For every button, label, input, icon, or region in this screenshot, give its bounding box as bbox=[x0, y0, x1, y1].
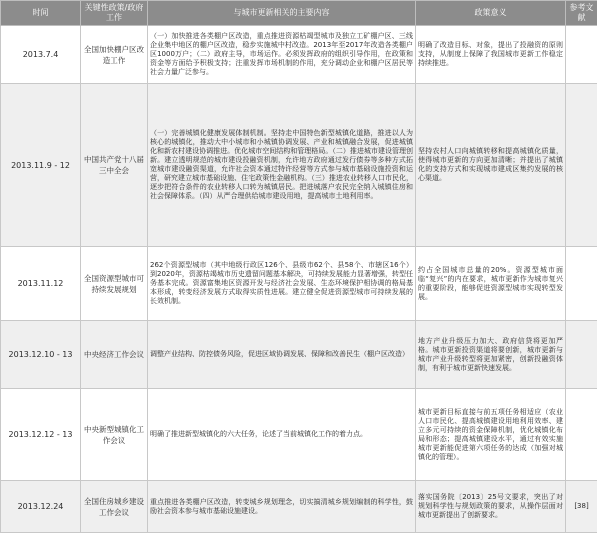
column-header-content: 与城市更新相关的主要内容 bbox=[148, 1, 416, 26]
policy-cell: 中国共产党十八届三中全会 bbox=[81, 84, 148, 247]
meaning-cell: 明确了改造目标、对象，提出了投融资的原则支持，从制度上保障了我国城市更新工作稳定持续推进。 bbox=[416, 26, 566, 84]
content-cell: 调整产业结构、防控债务风险，促进区域协调发展、保障和改善民生（棚户区改造） bbox=[148, 321, 416, 389]
date-cell: 2013.11.12 bbox=[1, 247, 81, 321]
date-cell: 2013.12.24 bbox=[1, 481, 81, 533]
policy-cell: 全国资源型城市可持续发展规划 bbox=[81, 247, 148, 321]
meaning-cell: 约占全国城市总量的20%。资源型城市面临“复兴”的内在要求，城市更新作为城市复兴的重要阶段，能够促进资源型城市实现转型发展。 bbox=[416, 247, 566, 321]
content-cell: （一）完善城镇化健康发展体制机制。坚持走中国特色新型城镇化道路，推进以人为核心的城镇化，推动大中小城市和小城镇协调发展、产业和城镇融合发展，促进城镇化和新农村建设协调推进。优化城市空间结构和管理格局。（二）推进城市建设管理创新。建立透明规范的城市建设投融资机制，允许地方政府通过发行债券等多种方式拓宽城市建设融资渠道，允许社会资本通过特许经营等方式参与城市基础设施投资和运营，研究建立城市基础设施、住宅政策性金融机构。（三）推进农业转移人口市民化，逐步把符合条件的农业转移人口转为城镇居民。把进城落户农民完全纳入城镇住房和社会保障体系。（四）从严合理供给城市建设用地，提高城市土地利用率。 bbox=[148, 84, 416, 247]
policy-cell: 中央经济工作会议 bbox=[81, 321, 148, 389]
policy-cell: 全国加快棚户区改造工作 bbox=[81, 26, 148, 84]
table-row bbox=[1, 84, 597, 247]
table-row bbox=[1, 247, 597, 321]
meaning-cell: 城市更新目标直接与前五项任务相适应（农业人口市民化、提高城镇建设用地利用效率、建立多元可持续的资金保障机制，优化城镇化布局和形态；提高城镇建设水平，通过有效实施城市更新能促进第六项任务的达成（加强对城镇化的管理）。 bbox=[416, 389, 566, 481]
meaning-cell: 坚持农村人口向城镇转移和提高城镇化质量，使得城市更新的方向更加清晰；并提出了城镇化的支持方式和实现城市建成区集约发展的核心渠道。 bbox=[416, 84, 566, 247]
table-row bbox=[1, 389, 597, 481]
content-cell: 明确了推进新型城镇化的六大任务，论述了当前城镇化工作的着力点。 bbox=[148, 389, 416, 481]
reference-cell bbox=[566, 321, 597, 389]
reference-cell bbox=[566, 389, 597, 481]
policy-cell: 全国住房城乡建设工作会议 bbox=[81, 481, 148, 533]
table-header-row bbox=[1, 1, 597, 26]
policy-cell: 中央新型城镇化工作会议 bbox=[81, 389, 148, 481]
date-cell: 2013.12.10 - 13 bbox=[1, 321, 81, 389]
content-cell: （一）加快推进各类棚户区改造，重点推进资源枯竭型城市及独立工矿棚户区、三线企业集中地区的棚户区改造，稳步实施城中村改造。2013年至2017年改造各类棚户区1000万户；（二）政府主导，市场运作。必须发挥政府的组织引导作用，在政策和资金等方面给予积极支持；注重发挥市场机制的作用，充分调动企业和棚户区居民等社会力量广泛参与。 bbox=[148, 26, 416, 84]
column-header-policy: 关键性政策/政府工作 bbox=[81, 1, 148, 26]
column-header-meaning: 政策意义 bbox=[416, 1, 566, 26]
column-header-reference: 参考文献 bbox=[566, 1, 597, 26]
date-cell: 2013.11.9 - 12 bbox=[1, 84, 81, 247]
content-cell: 重点推进各类棚户区改造，转变城乡规划理念，切实搞清城乡规划编制的科学性，鼓励社会资本参与城市基础设施建设。 bbox=[148, 481, 416, 533]
reference-cell bbox=[566, 26, 597, 84]
table-row bbox=[1, 26, 597, 84]
table-row bbox=[1, 481, 597, 533]
reference-cell: [38] bbox=[566, 481, 597, 533]
reference-cell bbox=[566, 84, 597, 247]
meaning-cell: 地方产业升级压力加大、政府信贷将更加严格。城市更新投资渠道将要创新，城市更新与城市产业升级转型将更加紧密，创新投融资体制，有利于城市更新快速发展。 bbox=[416, 321, 566, 389]
reference-cell bbox=[566, 247, 597, 321]
column-header-date: 时间 bbox=[1, 1, 81, 26]
date-cell: 2013.7.4 bbox=[1, 26, 81, 84]
meaning-cell: 落实国务院〔2013〕25号文要求，突出了对规划科学性与规划政策的要求，从操作层面对城市更新提出了创新要求。 bbox=[416, 481, 566, 533]
table-row bbox=[1, 321, 597, 389]
date-cell: 2013.12.12 - 13 bbox=[1, 389, 81, 481]
content-cell: 262个资源型城市（其中地级行政区126个、县级市62个、县58个、市辖区16个）到2020年，资源枯竭城市历史遗留问题基本解决，可持续发展能力显著增强，转型任务基本完成。资源富集地区资源开发与经济社会发展、生态环境保护相协调的格局基本形成，转变经济发展方式取得实质性进展。建立健全促进资源型城市可持续发展的长效机制。 bbox=[148, 247, 416, 321]
